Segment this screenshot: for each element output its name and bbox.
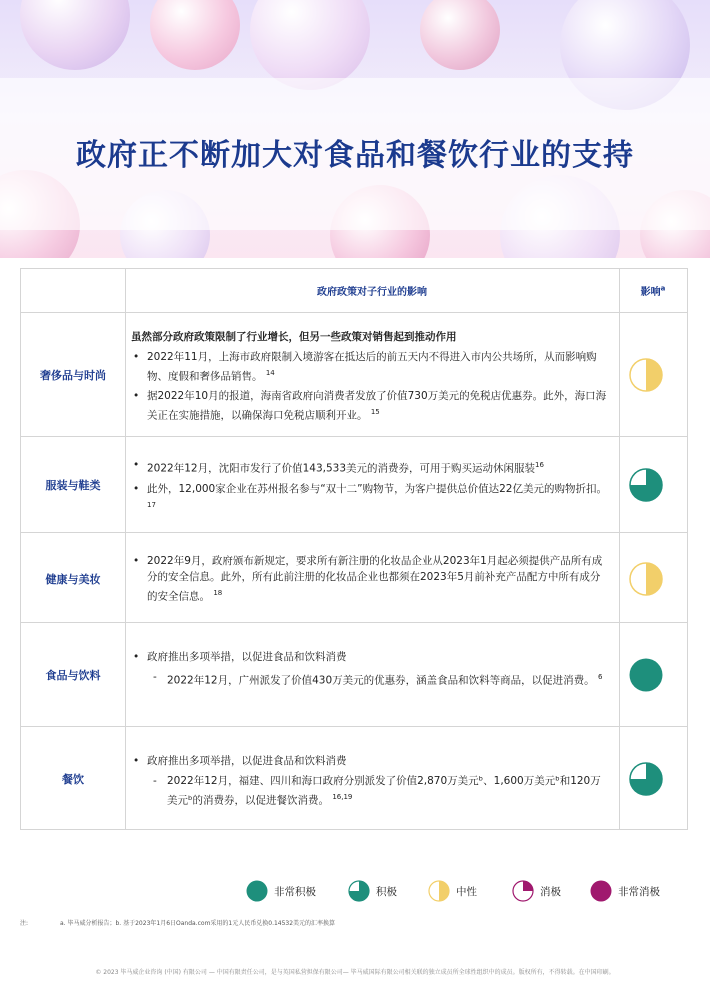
sub-bullet-item bbox=[131, 773, 609, 809]
reference-number: 17 bbox=[147, 500, 156, 509]
legend-label: 非常消极 bbox=[618, 885, 660, 898]
row-lead: 虽然部分政府政策限制了行业增长，但另一些政策对销售起到推动作用 bbox=[131, 331, 457, 343]
legend-label: 积极 bbox=[376, 885, 397, 898]
bullet-item bbox=[131, 457, 609, 477]
decor-sphere bbox=[20, 0, 130, 70]
neutral-impact-icon bbox=[628, 561, 664, 597]
sub-bullet-text: 2022年12月，福建、四川和海口政府分别派发了价值2,870万美元ᵇ、1,600万美元ᵇ和120万美元ᵇ的消费券，以促进餐饮消费。 bbox=[167, 775, 601, 807]
copyright-footer: © 2023 毕马威企业咨询 (中国) 有限公司 — 中国有限责任公司，是与英国私营担保有限公司— 毕马威国际有限公司相关联的独立成员所全球性组织中的成员。版权所有，不得转载。在中国印刷。 bbox=[95, 969, 615, 976]
table-row bbox=[21, 533, 687, 623]
legend-neutral bbox=[428, 878, 477, 904]
legend-label: 非常积极 bbox=[274, 885, 316, 898]
very-negative-icon bbox=[590, 880, 612, 902]
bullet-item bbox=[131, 481, 609, 517]
positive-impact-icon bbox=[628, 761, 664, 797]
legend-very-negative bbox=[590, 878, 660, 904]
hero-banner bbox=[0, 0, 710, 258]
decor-sphere bbox=[150, 0, 240, 70]
footnote-marker: a bbox=[660, 284, 666, 293]
policy-content bbox=[131, 553, 609, 608]
reference-number: 18 bbox=[213, 589, 223, 597]
bullet-item bbox=[131, 388, 609, 424]
table-row bbox=[21, 437, 687, 533]
legend-very-positive bbox=[246, 878, 316, 904]
category-label: 服装与鞋类 bbox=[45, 479, 101, 492]
page-title: 政府正不断加大对食品和餐饮行业的支持 bbox=[76, 138, 634, 173]
table-header bbox=[21, 269, 687, 313]
bullet-text: 2022年11月，上海市政府限制入境游客在抵达后的前五天内不得进入市内公共场所，从而影响购物、度假和奢侈品销售。 bbox=[147, 351, 597, 383]
reference-number: 6 bbox=[597, 673, 603, 681]
notes-text: a. 毕马威分析报告；b. 基于2023年1月6日Oanda.com采用的1元人民币兑换0.14532美元的汇率换算 bbox=[60, 920, 336, 927]
sub-bullet-item bbox=[131, 669, 609, 689]
table-row bbox=[21, 313, 687, 437]
table-row bbox=[21, 727, 687, 829]
neutral-impact-icon bbox=[628, 357, 664, 393]
positive-icon bbox=[348, 880, 370, 902]
bullet-text: 据2022年10月的报道，海南省政府向消费者发放了价值730万美元的免税店优惠券。此外，海口海关正在实施措施，以确保海口免税店顺利开业。 bbox=[147, 389, 607, 421]
negative-icon bbox=[512, 880, 534, 902]
very-positive-impact-icon bbox=[628, 657, 664, 693]
notes-label: 注: bbox=[20, 920, 29, 927]
bullet-item bbox=[131, 349, 609, 385]
bullet-text: 政府推出多项举措，以促进食品和饮料消费 bbox=[147, 651, 347, 663]
reference-number: 15 bbox=[370, 407, 380, 416]
bullet-item bbox=[131, 649, 609, 665]
table-row bbox=[21, 623, 687, 727]
category-label: 健康与美妆 bbox=[45, 573, 101, 586]
category-label: 奢侈品与时尚 bbox=[40, 369, 106, 382]
impact-table bbox=[20, 268, 688, 830]
neutral-icon bbox=[428, 880, 450, 902]
policy-content bbox=[131, 753, 609, 809]
bullet-text: 此外，12,000家企业在苏州报名参与“双十二”购物节，为客户提供总价值达22亿美元的购物折扣。 bbox=[147, 482, 607, 495]
column-header-impact-label: 影响 bbox=[640, 287, 661, 298]
legend-negative bbox=[512, 878, 561, 904]
bullet-text: 政府推出多项举措，以促进食品和饮料消费 bbox=[147, 755, 347, 767]
category-label: 食品与饮料 bbox=[45, 669, 101, 682]
bullet-item bbox=[131, 753, 609, 769]
reference-number: 16,19 bbox=[332, 793, 353, 801]
column-header-policy: 政府政策对子行业的影响 bbox=[317, 287, 427, 298]
reference-number: 16 bbox=[535, 461, 544, 469]
reference-number: 14 bbox=[265, 369, 275, 377]
legend-label: 中性 bbox=[456, 885, 477, 898]
column-header-impact bbox=[619, 283, 687, 298]
decor-sphere bbox=[420, 0, 500, 70]
legend-label: 消极 bbox=[540, 885, 561, 898]
policy-content bbox=[131, 329, 609, 426]
bullet-text: 2022年9月，政府颁布新规定，要求所有新注册的化妆品企业从2023年1月起必须提供产品所有成分的安全信息。此外，所有此前注册的化妆品企业也都须在2023年5月前补充产品配方中所有成分的安全信息。 bbox=[147, 555, 603, 603]
decor-sphere bbox=[250, 0, 370, 90]
positive-impact-icon bbox=[628, 467, 664, 503]
sub-bullet-text: 2022年12月，广州派发了价值430万美元的优惠券，涵盖食品和饮料等商品，以促进消费。 bbox=[167, 674, 595, 687]
very-positive-icon bbox=[246, 880, 268, 902]
policy-content bbox=[131, 649, 609, 689]
legend-positive bbox=[348, 878, 397, 904]
bullet-item bbox=[131, 553, 609, 605]
policy-content bbox=[131, 457, 609, 519]
bullet-text: 2022年12月，沈阳市发行了价值143,533美元的消费券，可用于购买运动休闲服装 bbox=[147, 462, 536, 475]
category-label: 餐饮 bbox=[62, 773, 84, 786]
